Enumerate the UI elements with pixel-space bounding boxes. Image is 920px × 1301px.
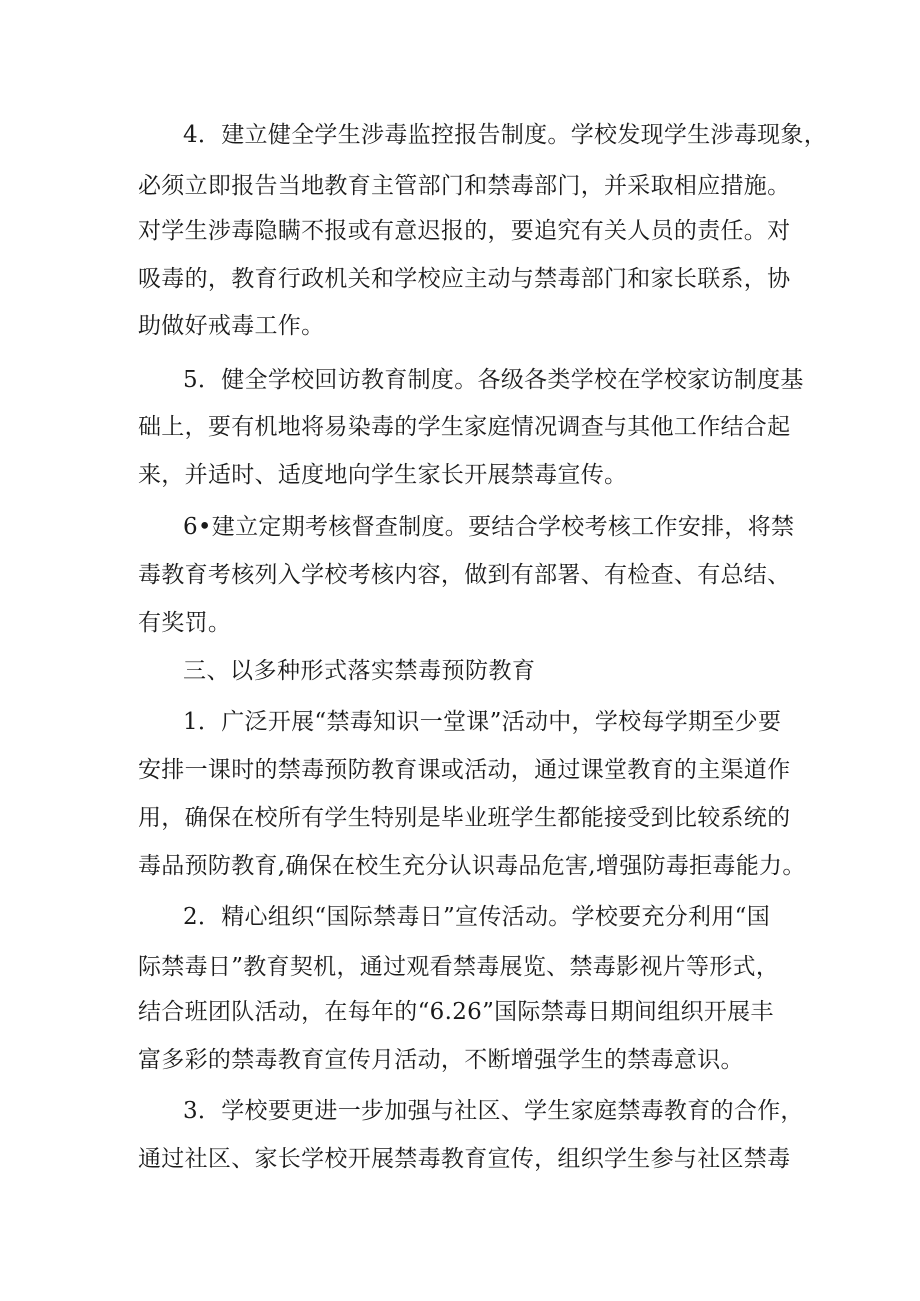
item-5-line-3: 来，并适时、适度地向学生家长开展禁毒宣传。: [138, 462, 628, 488]
sec3-item-3-line-2: 通过社区、家长学校开展禁毒教育宣传，组织学生参与社区禁毒: [138, 1146, 791, 1172]
item-6-line-1: 6•建立定期考核督查制度。要结合学校考核工作安排，将禁: [183, 514, 795, 540]
sec3-item-2-line-1: 2．精心组织“国际禁毒日”宣传活动。学校要充分利用“国: [183, 904, 771, 930]
sec3-item-1-line-1: 1．广泛开展“禁毒知识一堂课”活动中，学校每学期至少要: [183, 709, 782, 735]
item-4-line-2: 必须立即报告当地教育主管部门和禁毒部门，并采取相应措施。: [138, 173, 791, 199]
sec3-item-1-line-3: 用，确保在校所有学生特别是毕业班学生都能接受到比较系统的: [138, 805, 791, 831]
item-4-line-1: 4．建立健全学生涉毒监控报告制度。学校发现学生涉毒现象，: [183, 122, 828, 148]
sec3-item-3-line-1: 3．学校要更进一步加强与社区、学生家庭禁毒教育的合作，: [183, 1098, 804, 1124]
item-6-line-2: 毒教育考核列入学校考核内容，做到有部署、有检查、有总结、: [138, 562, 791, 588]
sec3-item-2-line-4: 富多彩的禁毒教育宣传月活动，不断增强学生的禁毒意识。: [138, 1047, 744, 1073]
sec3-item-2-line-2: 际禁毒日”教育契机，通过观看禁毒展览、禁毒影视片等形式，: [138, 954, 780, 980]
item-5-line-1: 5．健全学校回访教育制度。各级各类学校在学校家访制度基: [183, 367, 804, 393]
item-4-line-3: 对学生涉毒隐瞒不报或有意迟报的，要追究有关人员的责任。对: [138, 218, 791, 244]
item-6-line-3: 有奖罚。: [138, 610, 232, 636]
sec3-item-1-line-2: 安排一课时的禁毒预防教育课或活动，通过课堂教育的主渠道作: [138, 757, 791, 783]
item-5-line-2: 础上，要有机地将易染毒的学生家庭情况调查与其他工作结合起: [138, 414, 791, 440]
sec3-item-2-line-3: 结合班团队活动，在每年的“6.26”国际禁毒日期间组织开展丰: [138, 999, 774, 1025]
item-4-line-5: 助做好戒毒工作。: [138, 313, 325, 339]
sec3-item-1-line-4: 毒品预防教育,确保在校生充分认识毒品危害,增强防毒拒毒能力。: [138, 853, 806, 879]
item-4-line-4: 吸毒的，教育行政机关和学校应主动与禁毒部门和家长联系，协: [138, 266, 791, 292]
section-heading: 三、以多种形式落实禁毒预防教育: [183, 658, 536, 684]
